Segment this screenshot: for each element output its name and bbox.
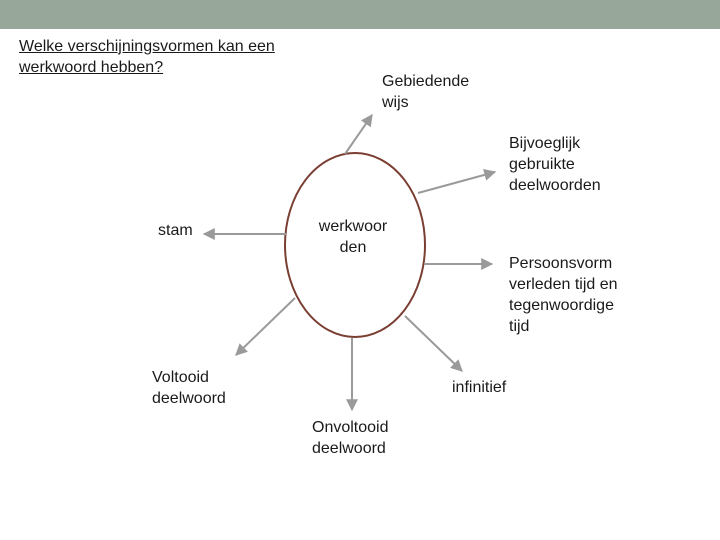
label-infinitief: infinitief	[452, 379, 507, 396]
label-onvoltooid: Onvoltooid deelwoord	[312, 419, 389, 457]
arrow-to-voltooid	[236, 298, 295, 355]
label-bijvoeglijk: Bijvoeglijk gebruikte deelwoorden	[509, 135, 601, 194]
label-gebiedende-wijs: Gebiedende wijs	[382, 73, 470, 111]
label-persoonsvorm: Persoonsvorm verleden tijd en tegenwoordige tijd	[509, 255, 618, 335]
center-label: werkwoor den	[318, 218, 388, 256]
arrow-to-infinitief	[405, 316, 462, 371]
label-voltooid: Voltooid deelwoord	[152, 369, 226, 407]
label-stam: stam	[158, 222, 193, 239]
arrow-to-gebiedende-wijs	[345, 115, 372, 154]
arrow-to-bijvoeglijk	[418, 172, 495, 193]
question-title: Welke verschijningsvormen kan een werkwoord hebben?	[19, 38, 275, 76]
